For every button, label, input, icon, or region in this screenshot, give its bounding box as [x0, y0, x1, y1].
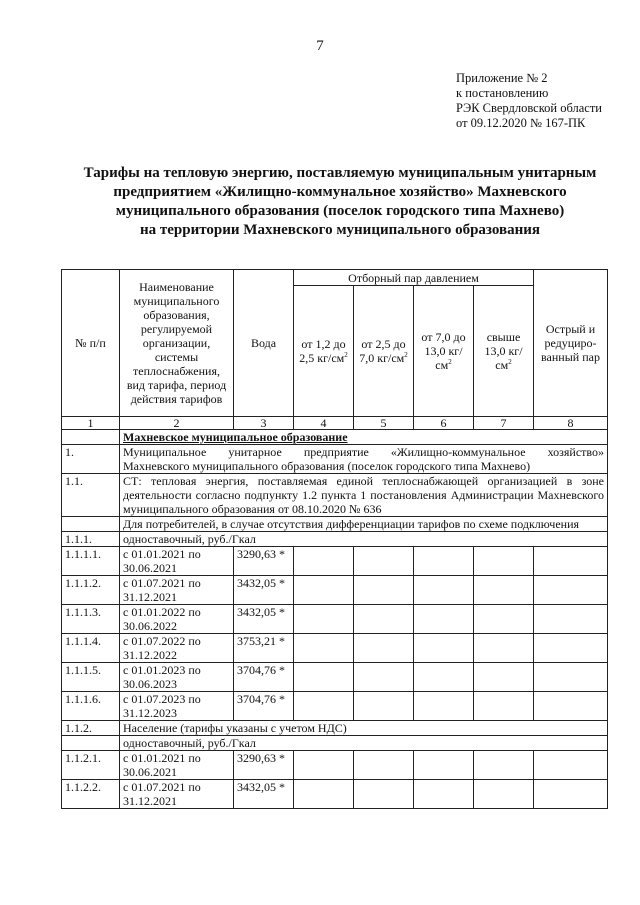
empty-cell: [294, 663, 354, 692]
empty-cell: [294, 751, 354, 780]
empty-cell: [534, 751, 608, 780]
tariff-period-row: [62, 576, 608, 605]
row-num: 1.1.1.1.: [62, 547, 120, 576]
empty-cell: [354, 692, 414, 721]
steam-4-label: свыше 13,0 кг/см: [484, 330, 523, 372]
period-cell: с 01.01.2021 по 30.06.2021: [120, 547, 234, 576]
empty-cell: [414, 780, 474, 809]
water-tariff-value: 3704,76 *: [234, 663, 294, 692]
col-header-water: Вода: [234, 270, 294, 417]
superscript: 2: [404, 351, 408, 359]
annex-line: к постановлению: [456, 86, 549, 100]
period-cell: с 01.07.2021 по 31.12.2021: [120, 576, 234, 605]
column-number: 1: [62, 417, 120, 430]
empty-cell: [354, 605, 414, 634]
row-num: 1.1.1.: [62, 532, 120, 547]
annex-line: от 09.12.2020 № 167-ПК: [456, 116, 586, 130]
empty-cell: [62, 736, 120, 751]
header-row: [62, 270, 608, 286]
row-num: 1.1.1.6.: [62, 692, 120, 721]
row-num: 1.1.2.2.: [62, 780, 120, 809]
empty-cell: [414, 576, 474, 605]
superscript: 2: [508, 358, 512, 366]
organization-row: [62, 445, 608, 474]
annex-line: Приложение № 2: [456, 71, 548, 85]
row-num: 1.1.: [62, 474, 120, 517]
empty-cell: [534, 780, 608, 809]
empty-cell: [474, 663, 534, 692]
title-line: Тарифы на тепловую энергию, поставляемую муниципальным унитарным: [83, 165, 597, 181]
superscript: 2: [448, 358, 452, 366]
empty-cell: [534, 576, 608, 605]
steam-3-label: от 7,0 до 13,0 кг/см: [421, 330, 466, 372]
empty-cell: [354, 547, 414, 576]
empty-cell: [474, 780, 534, 809]
title-line: муниципального образования (поселок городского типа Махнево): [115, 203, 565, 219]
empty-cell: [354, 780, 414, 809]
row-num: 1.1.1.2.: [62, 576, 120, 605]
steam-2-label: от 2,5 до 7,0 кг/см: [359, 337, 406, 365]
empty-cell: [294, 692, 354, 721]
steam-1-label: от 1,2 до 2,5 кг/см: [299, 337, 346, 365]
empty-cell: [474, 576, 534, 605]
col-header-steam-3: [414, 286, 474, 417]
tariff-type-label: одноставочный, руб./Гкал: [120, 532, 608, 547]
column-number: 7: [474, 417, 534, 430]
empty-cell: [534, 663, 608, 692]
heat-system-row: [62, 474, 608, 517]
period-cell: с 01.01.2021 по 30.06.2021: [120, 751, 234, 780]
col-header-steam-2: [354, 286, 414, 417]
period-cell: с 01.01.2023 по 30.06.2023: [120, 663, 234, 692]
empty-cell: [474, 547, 534, 576]
organization-line: Махневского муниципального образования (поселок городского типа Махнево): [123, 459, 531, 473]
row-num: 1.1.1.4.: [62, 634, 120, 663]
annex-block: [456, 71, 602, 131]
consumers-row: [62, 517, 608, 532]
title-line: предприятием «Жилищно-коммунальное хозяйство» Махневского: [113, 184, 567, 200]
tariff-type-label: одноставочный, руб./Гкал: [120, 736, 608, 751]
col-header-steam-4: [474, 286, 534, 417]
consumers-description: Для потребителей, в случае отсутствия дифференциации тарифов по схеме подключения: [120, 517, 608, 532]
column-number: 5: [354, 417, 414, 430]
municipality-name: Махневское муниципальное образование: [120, 430, 608, 445]
empty-cell: [294, 605, 354, 634]
population-row: [62, 721, 608, 736]
title-line: на территории Махневского муниципального образования: [140, 222, 540, 238]
organization-name: [120, 445, 608, 474]
water-tariff-value: 3704,76 *: [234, 692, 294, 721]
period-cell: с 01.07.2022 по 31.12.2022: [120, 634, 234, 663]
tariff-period-row: [62, 605, 608, 634]
empty-cell: [474, 751, 534, 780]
tariff-period-row: [62, 634, 608, 663]
empty-cell: [414, 634, 474, 663]
empty-cell: [62, 517, 120, 532]
tariff-period-row: [62, 780, 608, 809]
empty-cell: [414, 605, 474, 634]
period-cell: с 01.07.2023 по 31.12.2023: [120, 692, 234, 721]
period-cell: с 01.07.2021 по 31.12.2021: [120, 780, 234, 809]
tariff-period-row: [62, 547, 608, 576]
column-number: 3: [234, 417, 294, 430]
empty-cell: [414, 663, 474, 692]
empty-cell: [474, 692, 534, 721]
column-number: 4: [294, 417, 354, 430]
water-tariff-value: 3290,63 *: [234, 751, 294, 780]
empty-cell: [534, 692, 608, 721]
heat-system-description: СТ: тепловая энергия, поставляемая единой теплоснабжающей организацией в зоне деятельности согласно подпункту 1.2 пункта 1 постановления Администрации Махневского муниципального образования от 08.10.2020 № 636: [120, 474, 608, 517]
tariff-type-row: [62, 532, 608, 547]
water-tariff-value: 3432,05 *: [234, 576, 294, 605]
row-num: 1.1.2.: [62, 721, 120, 736]
water-tariff-value: 3290,63 *: [234, 547, 294, 576]
empty-cell: [414, 692, 474, 721]
col-header-name: Наименование муниципального образования, регулируемой организации, системы теплоснабжения, вид тарифа, период действия тарифов: [120, 270, 234, 417]
column-number-row: [62, 417, 608, 430]
empty-cell: [62, 430, 120, 445]
empty-cell: [474, 605, 534, 634]
tariff-table: [61, 269, 608, 809]
row-num: 1.1.1.5.: [62, 663, 120, 692]
empty-cell: [294, 780, 354, 809]
empty-cell: [354, 663, 414, 692]
tariff-group-a: [62, 547, 608, 721]
empty-cell: [474, 634, 534, 663]
empty-cell: [534, 547, 608, 576]
column-number: 2: [120, 417, 234, 430]
empty-cell: [534, 605, 608, 634]
population-tariff-type-row: [62, 736, 608, 751]
empty-cell: [294, 547, 354, 576]
row-num: 1.1.2.1.: [62, 751, 120, 780]
page-number: 7: [316, 38, 324, 54]
water-tariff-value: 3432,05 *: [234, 780, 294, 809]
organization-line: Муниципальное унитарное предприятие «Жилищно-коммунальное хозяйство»: [123, 445, 604, 459]
superscript: 2: [344, 351, 348, 359]
column-number: 6: [414, 417, 474, 430]
column-number: 8: [534, 417, 608, 430]
empty-cell: [534, 634, 608, 663]
water-tariff-value: 3432,05 *: [234, 605, 294, 634]
tariff-period-row: [62, 751, 608, 780]
empty-cell: [354, 634, 414, 663]
tariff-period-row: [62, 663, 608, 692]
tariff-period-row: [62, 692, 608, 721]
row-num: 1.1.1.3.: [62, 605, 120, 634]
period-cell: с 01.01.2022 по 30.06.2022: [120, 605, 234, 634]
empty-cell: [294, 634, 354, 663]
water-tariff-value: 3753,21 *: [234, 634, 294, 663]
empty-cell: [354, 576, 414, 605]
col-header-steam-group: Отборный пар давлением: [294, 270, 534, 286]
row-num: 1.: [62, 445, 120, 474]
annex-line: РЭК Свердловской области: [456, 101, 602, 115]
empty-cell: [294, 576, 354, 605]
empty-cell: [414, 547, 474, 576]
col-header-sharp-steam: Острый и редуциро-ванный пар: [534, 270, 608, 417]
col-header-num: № п/п: [62, 270, 120, 417]
empty-cell: [414, 751, 474, 780]
document-title: [40, 164, 640, 240]
tariff-group-b: [62, 751, 608, 809]
population-label: Население (тарифы указаны с учетом НДС): [120, 721, 608, 736]
empty-cell: [354, 751, 414, 780]
municipality-row: [62, 430, 608, 445]
col-header-steam-1: [294, 286, 354, 417]
